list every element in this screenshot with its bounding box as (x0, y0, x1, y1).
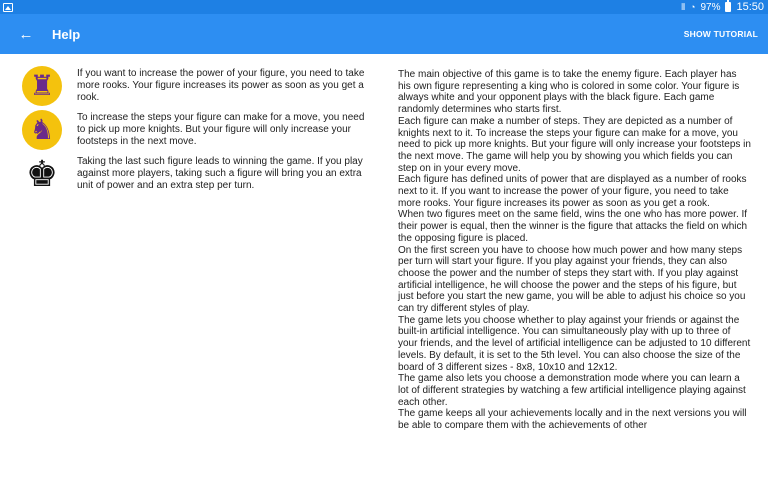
help-paragraph: On the first screen you have to choose how much power and how many steps per turn will start your figure. If you play against your friends, they can also choose the power and the number of steps they start with. If you play against artificial intelligence, he will choose the power and the steps of his figure, but just before you start the new game, you will be able to adjust his choice so you can try different styles of play. (398, 244, 746, 315)
battery-icon (725, 2, 731, 12)
status-left (3, 3, 13, 12)
status-bar (0, 0, 768, 14)
show-tutorial-button[interactable]: SHOW TUTORIAL (683, 29, 758, 39)
arrow-left-icon: ← (18, 25, 34, 43)
hint-text: If you want to increase the power of your figure, you need to take more rooks. Your figure increases its power as soon as you get a rook. (77, 68, 365, 103)
help-paragraph: Each figure has defined units of power that are displayed as a number of rooks next to it. If you want to increase the power of your figure, you need to take more rooks. Your figure increases its power as soon as you get a rook. (398, 174, 747, 209)
hint-knight (22, 110, 372, 150)
rook-icon: ♜ (22, 66, 62, 106)
help-paragraph: When two figures meet on the same field, wins the one who has more power. If their power is equal, then the winner is the figure that attacks the field on which the opposing figure is placed. (398, 209, 748, 244)
help-paragraph: The game keeps all your achievements locally and in the next versions you will be able to compare them with the achievements of other (398, 408, 747, 432)
hint-rook (22, 66, 372, 106)
help-text (398, 69, 752, 432)
hints-list (22, 66, 372, 198)
wifi-icon: ◔ (690, 2, 696, 12)
knight-icon: ♞ (22, 110, 62, 150)
hint-king (22, 154, 372, 194)
status-right (681, 1, 764, 13)
app-bar (0, 14, 768, 54)
help-paragraph: Each figure can make a number of steps. They are depicted as a number of knights next to it. To increase the steps your figure can make for a move, you need to pick up more knights. But your figure will only increase your footsteps in the next move. The game will help you by showing you which fields you can step on in your every move. (398, 115, 751, 174)
help-paragraph: The game also lets you choose a demonstration mode where you can learn a lot of different strategies by watching a few artificial intelligence playing against each other. (398, 373, 746, 408)
vibrate-icon: ⫴ (681, 1, 686, 12)
hint-text: Taking the last such figure leads to winning the game. If you play against more players, taking such a figure will bring you an extra unit of power and an extra step per turn. (77, 156, 363, 191)
back-button[interactable] (0, 14, 52, 54)
gallery-notification-icon (3, 3, 13, 12)
battery-percent: 97% (700, 1, 721, 13)
help-paragraph: The main objective of this game is to take the enemy figure. Each player has his own figure representing a king who is colored in some color. Your figure is always white and your opponent plays with the black figure. Each game randomly determines who starts first. (398, 69, 740, 116)
hint-text: To increase the steps your figure can make for a move, you need to pick up more knights. But your figure will only increase your footsteps in the next move. (77, 112, 365, 147)
page-title: Help (52, 26, 81, 42)
clock: 15:50 (736, 1, 764, 13)
king-icon: ♚ (25, 153, 59, 194)
help-paragraph: The game lets you choose whether to play against your friends or against the built-in artificial intelligence. You can simultaneously play with up to three of your friends, and the level of artificial intelligence can be adjusted to 10 different levels. By default, it is set to the 5th level. You can also choose the size of the board of 3 different sizes - 8x8, 10x10 and 12x12. (398, 314, 751, 373)
